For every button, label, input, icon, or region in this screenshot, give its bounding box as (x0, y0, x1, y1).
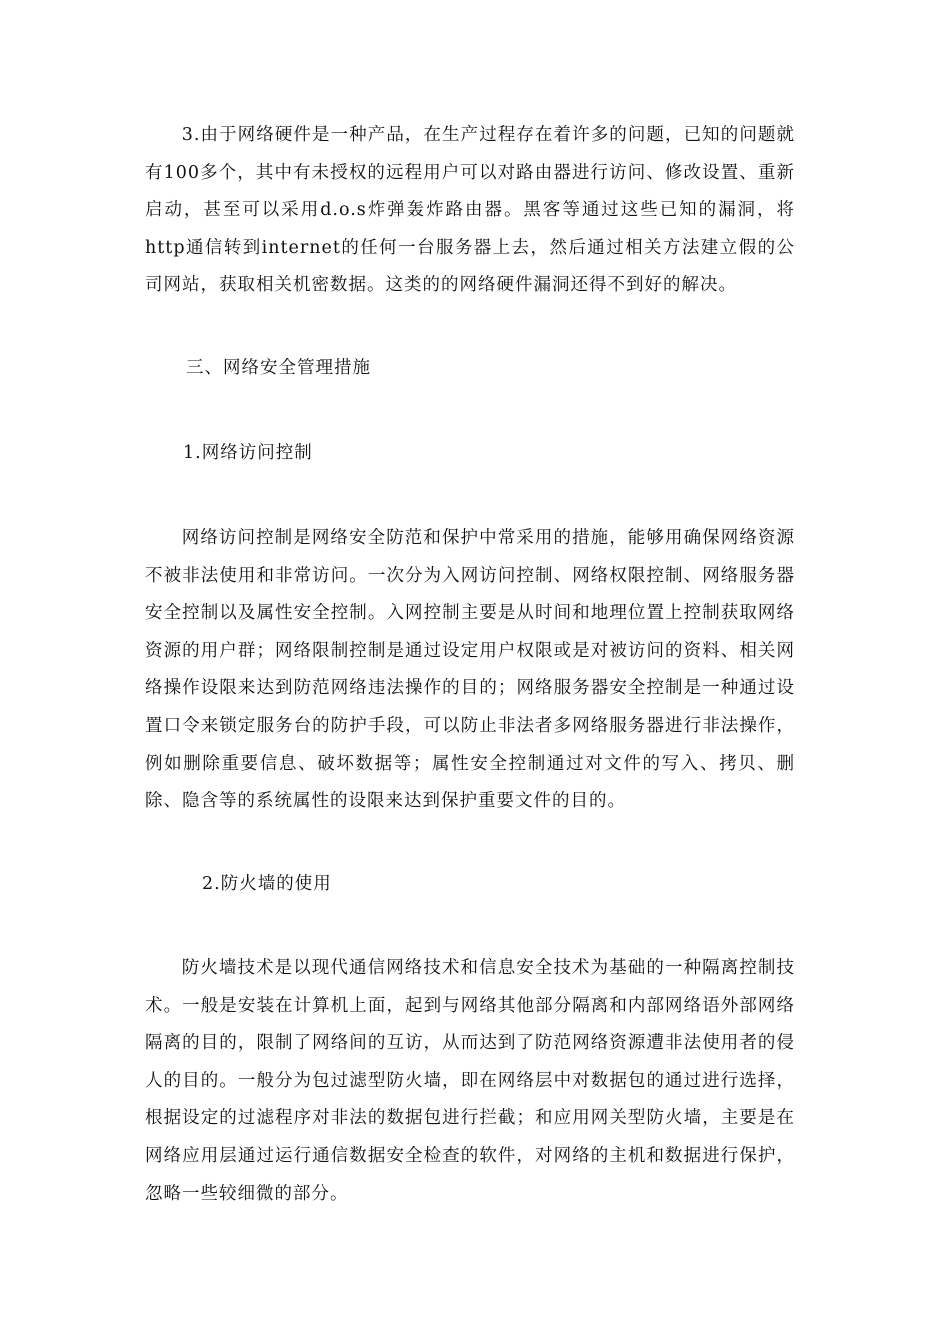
subsection-heading-firewall: 2.防火墙的使用 (202, 874, 332, 894)
subsection-heading-access-control: 1.网络访问控制 (183, 443, 313, 463)
paragraph-hardware-vulnerabilities: 3.由于网络硬件是一种产品，在生产过程存在着许多的问题，已知的问题就有100多个，其中有未授权的远程用户可以对路由器进行访问、修改设置、重新启动，甚至可以采用d.o.s炸弹轰炸路由器。黑客等通过这些已知的漏洞，将http通信转到internet的任何一台服务器上去，然后通过相关方法建立假的公司网站，获取相关机密数据。这类的的网络硬件漏洞还得不到好的解决。 (145, 125, 795, 296)
paragraph-access-control: 网络访问控制是网络安全防范和保护中常采用的措施，能够用确保网络资源不被非法使用和非常访问。一次分为入网访问控制、网络权限控制、网络服务器安全控制以及属性安全控制。入网控制主要是从时间和地理位置上控制获取网络资源的用户群；网络限制控制是通过设定用户权限或是对被访问的资料、相关网络操作设限来达到防范网络违法操作的目的；网络服务器安全控制是一种通过设置口令来锁定服务台的防护手段，可以防止非法者多网络服务器进行非法操作，例如删除重要信息、破坏数据等；属性安全控制通过对文件的写入、拷贝、删除、隐含等的系统属性的设限来达到保护重要文件的目的。 (145, 528, 795, 812)
section-heading-security-measures: 三、网络安全管理措施 (186, 358, 371, 378)
paragraph-firewall: 防火墙技术是以现代通信网络技术和信息安全技术为基础的一种隔离控制技术。一般是安装在计算机上面，起到与网络其他部分隔离和内部网络语外部网络隔离的目的，限制了网络间的互访，从而达到了防范网络资源遭非法使用者的侵人的目的。一般分为包过滤型防火墙，即在网络层中对数据包的通过进行选择，根据设定的过滤程序对非法的数据包进行拦截；和应用网关型防火墙，主要是在网络应用层通过运行通信数据安全检查的软件，对网络的主机和数据进行保护，忽略一些较细微的部分。 (145, 958, 795, 1204)
